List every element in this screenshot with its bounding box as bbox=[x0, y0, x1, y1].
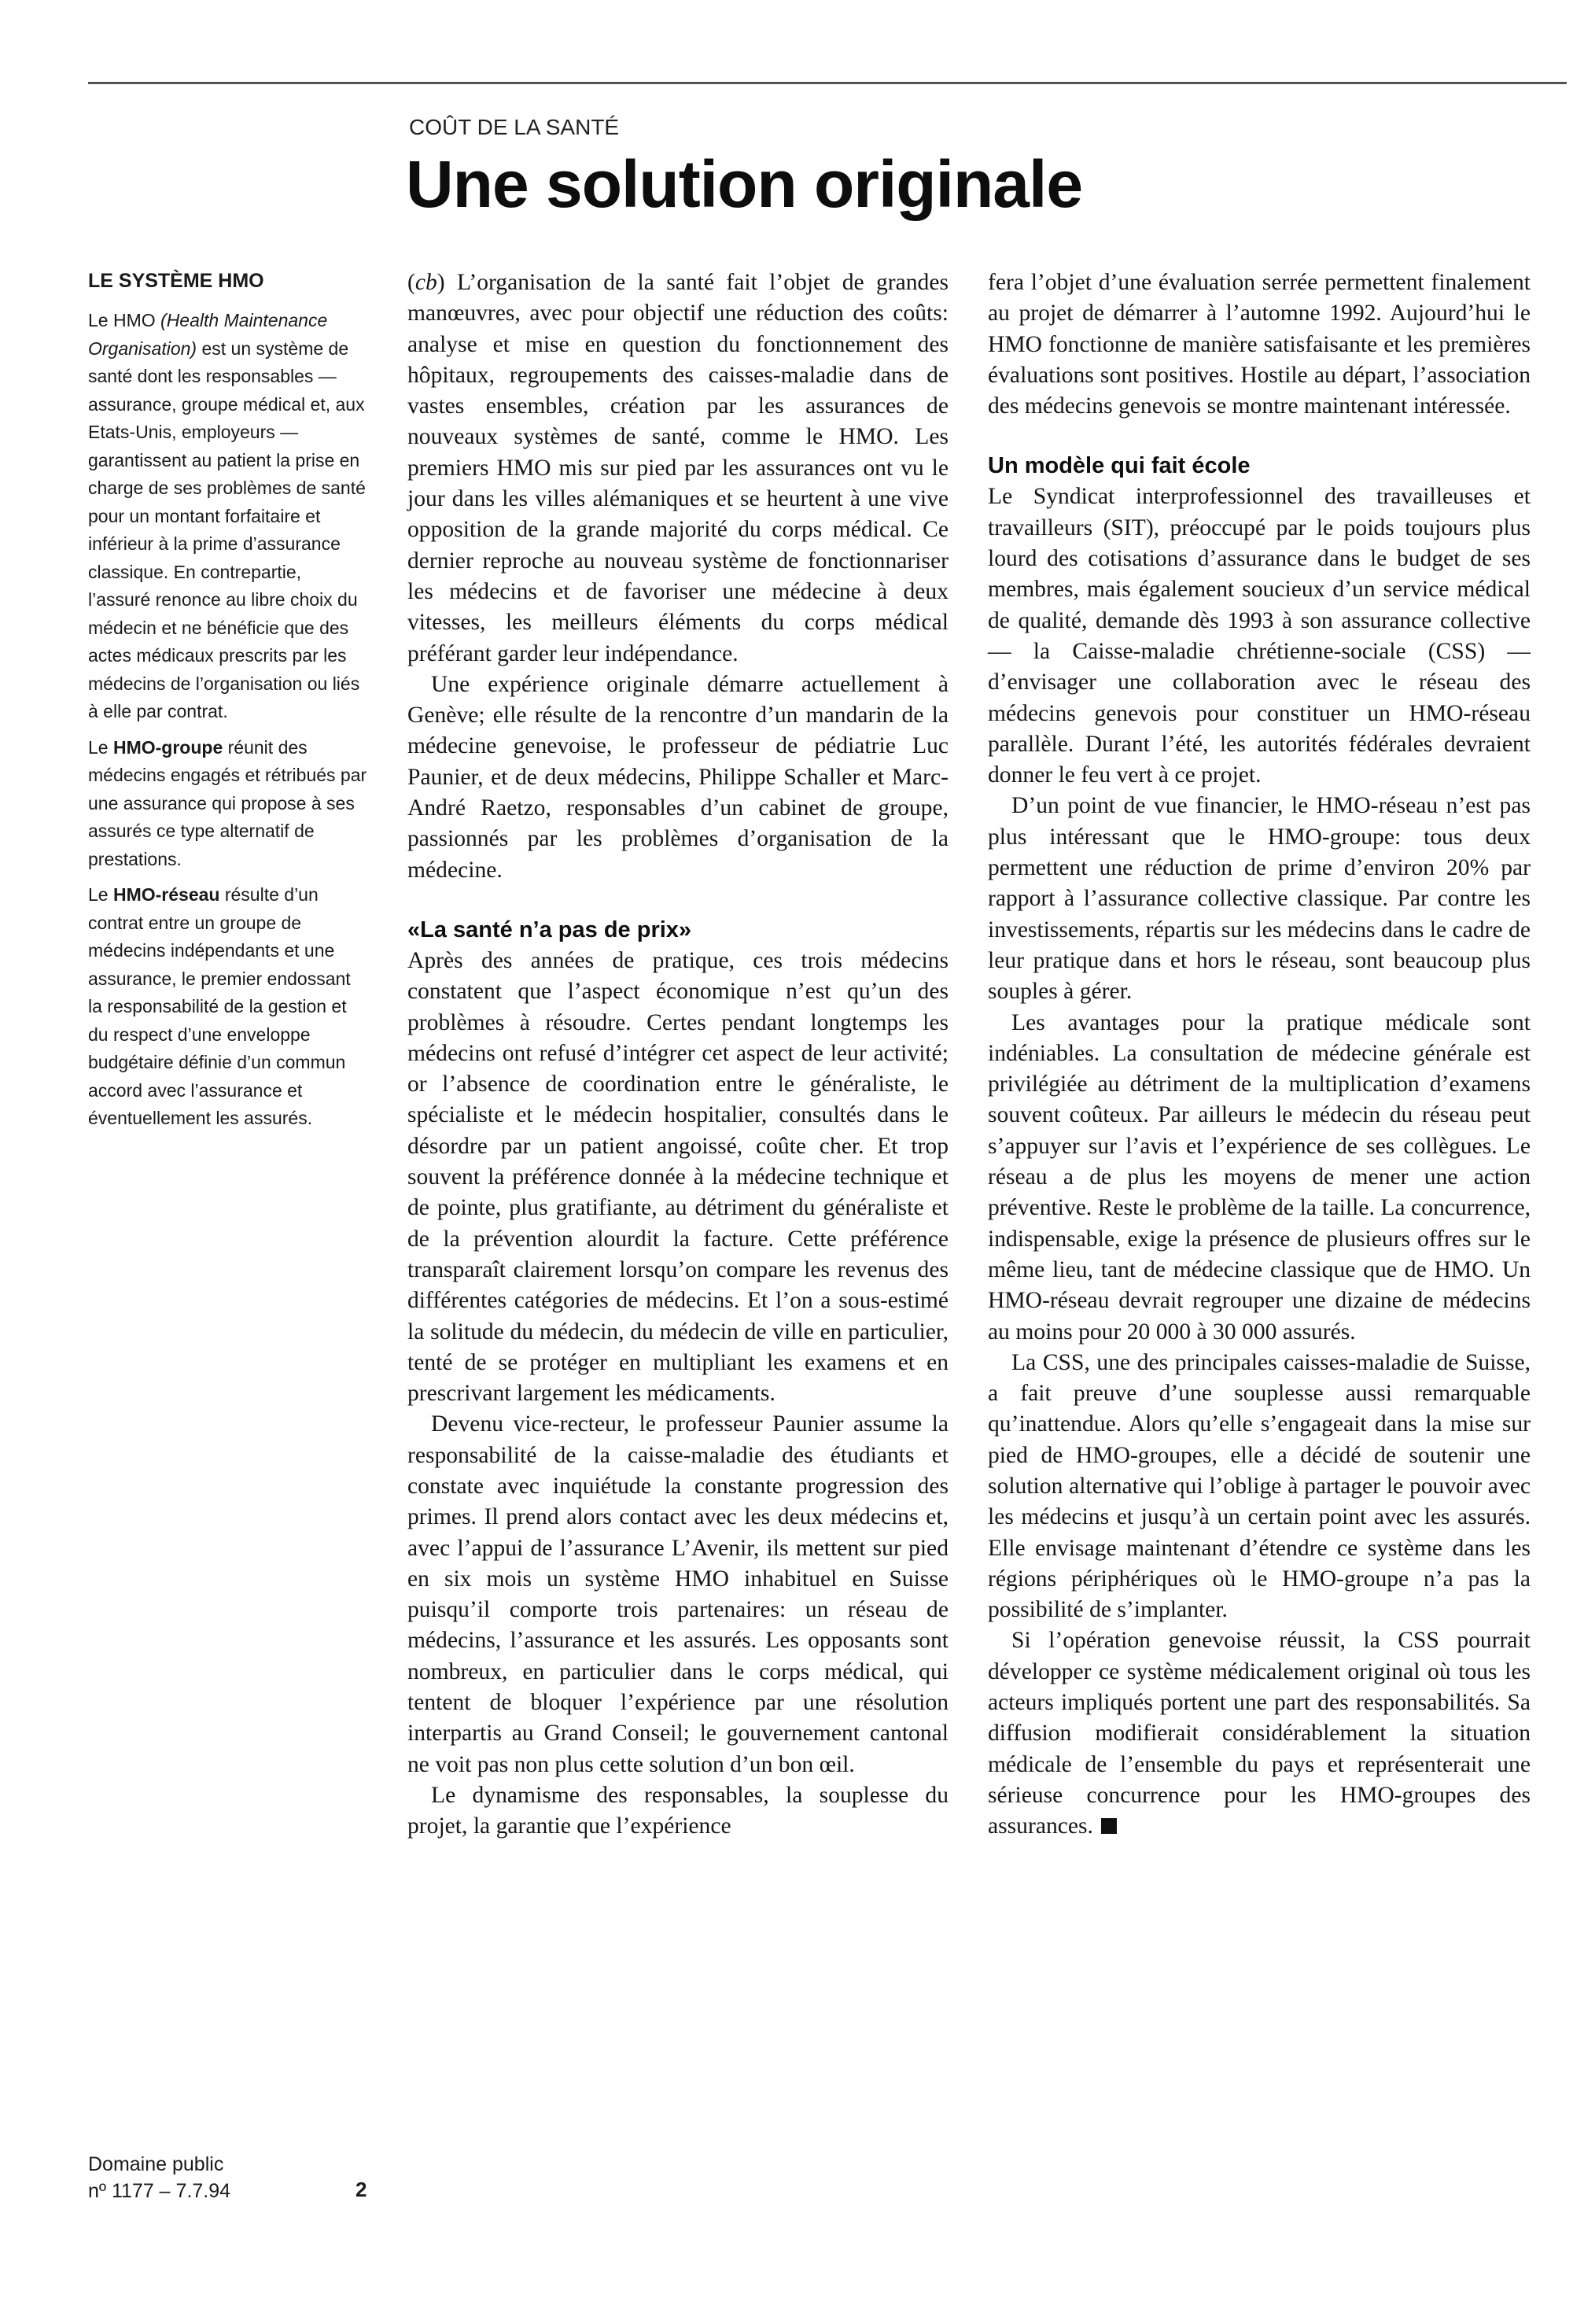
article-paragraph: Devenu vice-recteur, le professeur Paunier assume la responsabilité de la caisse-maladie des étudiants et constate avec inquiétude la constante progression des primes. Il prend alors contact avec les deux médecins et, avec l’appui de l’assurance L’Avenir, ils mettent sur pied en six mois un système HMO inhabituel en Suisse puisqu’il comporte trois partenaires: un réseau de médecins, l’assurance et les assurés. Les opposants sont nombreux, en particulier dans le corps médical, qui tentent de bloquer l’expérience par une résolution interpartis au Grand Conseil; le gouvernement cantonal ne voit pas non plus cette solution d’un bon œil. bbox=[407, 1411, 949, 1777]
issue-info: nº 1177 – 7.7.94 bbox=[88, 2180, 231, 2202]
article-paragraph: Le dynamisme des responsables, la souplesse du projet, la garantie que l’expérience bbox=[407, 1782, 949, 1839]
sidebar-text: résulte d’un contrat entre un groupe de médecins indépendants et une assurance, le premier endossant la responsabilité de la gestion et du respect d’une enveloppe budgétaire définie d’un commun accord avec l’assurance et éventuellement les assurés. bbox=[88, 884, 351, 1128]
sidebar-bold-term: HMO-groupe bbox=[112, 736, 223, 758]
sidebar-paragraph bbox=[88, 734, 368, 874]
publication-name: Domaine public bbox=[88, 2153, 224, 2175]
sidebar-italic-term: (Health Maintenance Organisation) bbox=[88, 310, 328, 359]
byline: cb bbox=[414, 270, 437, 295]
sidebar-paragraph bbox=[88, 881, 368, 1133]
sidebar-box bbox=[88, 267, 368, 1141]
article-column-2 bbox=[988, 267, 1531, 1843]
section-kicker: COÛT DE LA SANTÉ bbox=[409, 115, 620, 139]
article-paragraph: (cb) L’organisation de la santé fait l’objet de grandes manœuvres, avec pour objectif une réduction des coûts: analyse et mise en question du fonctionnement des hôpitaux, regroupements des caisses-maladie dans de vastes ensembles, création par les assurances de nouveaux systèmes de santé, comme le HMO. Les premiers HMO mis sur pied par les assurances ont vu le jour dans les villes alémaniques et se heurtent à une vive opposition de la grande majorité du corps médical. Ce dernier reproche au nouveau système de fonctionnariser les médecins et de favoriser une médecine à deux vitesses, les meilleurs éléments du corps médical préférant garder leur indépendance. bbox=[407, 270, 949, 666]
article-column-1 bbox=[407, 267, 949, 1843]
article-paragraph: Le Syndicat interprofessionnel des travailleuses et travailleurs (SIT), préoccupé par le poids toujours plus lourd des cotisations d’assurance dans le budget de ses membres, mais également soucieux d’un service médical de qualité, demande dès 1993 à son assurance collective — la Caisse-maladie chrétienne-sociale (CSS) — d’envisager une collaboration avec le réseau des médecins genevois pour constituer un HMO-réseau parallèle. Durant l’été, les autorités fédérales devraient donner le feu vert à ce projet. bbox=[988, 484, 1531, 788]
page-title: Une solution originale bbox=[406, 147, 1083, 221]
sidebar-title: LE SYSTÈME HMO bbox=[88, 270, 264, 292]
article-paragraph: La CSS, une des principales caisses-maladie de Suisse, a fait preuve d’une souplesse aussi remarquable qu’inattendue. Alors qu’elle s’engageait dans la mise sur pied de HMO-groupes, elle a décidé de soutenir une solution alternative qui l’oblige à partager le pouvoir avec les médecins et jusqu’à un certain point avec les assurés. Elle envisage maintenant d’étendre ce système dans les régions périphériques où le HMO-groupe n’a pas la possibilité de s’implanter. bbox=[988, 1349, 1531, 1623]
sidebar-text: Le bbox=[88, 736, 113, 758]
section-heading: «La santé n’a pas de prix» bbox=[407, 917, 692, 943]
article-text: ) L’organisation de la santé fait l’objet de grandes manœuvres, avec pour objectif une réduction des coûts: analyse et mise en question du fonctionnement des hôpitaux, regroupements des caisses-maladie dans de vastes ensembles, création par les assurances de nouveaux systèmes de santé, comme le HMO. Les premiers HMO mis sur pied par les assurances ont vu le jour dans les villes alémaniques et se heurtent à une vive opposition de la grande majorité du corps médical. Ce dernier reproche au nouveau système de fonctionnariser les médecins et de favoriser une médecine à deux vitesses, les meilleurs éléments du corps médical préférant garder leur indépendance. bbox=[407, 270, 949, 666]
sidebar-text: Le bbox=[88, 884, 113, 905]
sidebar-text: réunit des médecins engagés et rétribués par une assurance qui propose à ses assurés ce type alternatif de prestations. bbox=[88, 736, 367, 869]
article-paragraph: fera l’objet d’une évaluation serrée permettent finalement au projet de démarrer à l’automne 1992. Aujourd’hui le HMO fonctionne de manière satisfaisante et les premières évaluations sont positives. Hostile au départ, l’association des médecins genevois se montre maintenant intéressée. bbox=[988, 270, 1531, 419]
end-mark-icon bbox=[1101, 1818, 1117, 1834]
section-heading: Un modèle qui fait école bbox=[988, 453, 1251, 479]
article-text: Si l’opération genevoise réussit, la CSS pourrait développer ce système médicalement original où tous les acteurs impliqués portent une part des responsabilités. Sa diffusion modifierait considérablement la situation médicale de l’ensemble du pays et représenterait une sérieuse concurrence pour les HMO-groupes des assurances. bbox=[988, 1628, 1531, 1839]
top-rule bbox=[88, 82, 1567, 84]
article-paragraph: Une expérience originale démarre actuellement à Genève; elle résulte de la rencontre d’un mandarin de la médecine genevoise, le professeur de pédiatrie Luc Paunier, et de deux médecins, Philippe Schaller et Marc-André Raetzo, responsables d’un cabinet de groupe, passionnés par les problèmes d’organisation de la médecine. bbox=[407, 671, 949, 883]
sidebar-paragraph bbox=[88, 307, 368, 726]
sidebar-bold-term: HMO-réseau bbox=[112, 884, 220, 905]
article-paragraph: D’un point de vue financier, le HMO-réseau n’est pas plus intéressant que le HMO-groupe: tous deux permettent une réduction de prime d’environ 20% par rapport à l’assurance collective classique. Par contre les investissements, répartis sur les médecins dans le cadre de leur pratique dans et hors le réseau, sont beaucoup plus souples à gérer. bbox=[988, 793, 1531, 1005]
article-paragraph bbox=[988, 1625, 1531, 1842]
sidebar-text: Le HMO bbox=[88, 310, 161, 330]
sidebar-text: est un système de santé dont les responsables — assurance, groupe médical et, aux Etats-Unis, employeurs — garantissent au patient la prise en charge de ses problèmes de santé pour un montant forfaitaire et inférieur à la prime d’assurance classique. En contrepartie, l’assuré renonce au libre choix du médecin et ne bénéficie que des actes médicaux prescrits par les médecins de l’organisation ou liés à elle par contrat. bbox=[88, 338, 366, 721]
page-number: 2 bbox=[355, 2178, 367, 2201]
article-paragraph: Les avantages pour la pratique médicale sont indéniables. La consultation de médecine générale est privilégiée au détriment de la multiplication d’examens souvent coûteux. Par ailleurs le médecin du réseau peut s’appuyer sur l’avis et l’expérience de ses collègues. Le réseau a de plus les moyens de mener une action préventive. Reste le problème de la taille. La concurrence, indispensable, exige la présence de plusieurs offres sur le même lieu, tant de médecine classique que de HMO. Un HMO-réseau devrait regrouper une dizaine de médecins au moins pour 20 000 à 30 000 assurés. bbox=[988, 1009, 1531, 1345]
footer bbox=[88, 2151, 379, 2204]
article-paragraph: Après des années de pratique, ces trois médecins constatent que l’aspect économique n’est qu’un des problèmes à résoudre. Certes pendant longtemps les médecins ont refusé d’intégrer cet aspect de leur activité; or l’absence de coordination entre le généraliste, le spécialiste et le médecin hospitalier, consultés dans le désordre par un patient angoissé, coûte cher. Et trop souvent la préférence donnée à la médecine technique et de pointe, plus gratifiante, au détriment du généraliste et de la prévention alourdit la facture. Cette préférence transparaît clairement lorsqu’on compare les revenus des différentes catégories de médecins. Et l’on a sous-estimé la solitude du médecin, du médecin de ville en particulier, tenté de se protéger en multipliant les examens et en prescrivant largement les médicaments. bbox=[407, 947, 949, 1407]
